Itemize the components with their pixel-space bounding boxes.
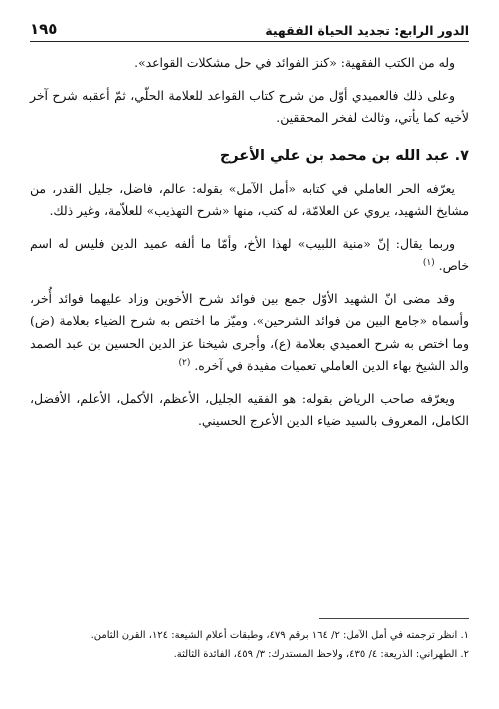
paragraph-5-text: وقد مضى انّ الشهيد الأوّل جمع بين فوائد شرح الأخوين وزاد عليهما فوائد أُخر، وأسماه «جامع البين من فوائد الشرحين». وميّز ما اختص به شرح الضياء بعلامة (ض) وما اختص به شرح العميدي بعلامة (ع)، وأجرى شيخنا عز الدين الحسين بن عبد الصمد والد الشيخ بهاء الدين العاملي تعميات مفيدة في آخره.: [30, 290, 469, 373]
footnote-divider: [319, 618, 469, 619]
page-header: [30, 12, 469, 42]
paragraph-3: يعرّفه الحر العاملي في كتابه «أمل الآمل» بقوله: عالم، فاضل، جليل القدر، من مشايخ الشهيد، يروي عن العلامّة، له كتب، منها «شرح التهذيب» للعلاّمة، وغير ذلك.: [30, 180, 469, 218]
page-number: ١٩٥: [30, 20, 58, 38]
footnotes: [30, 626, 469, 664]
section-heading: ٧. عبد الله بن محمد بن علي الأعرج: [219, 147, 469, 164]
footnote-1: ١. انظر ترجمته في أمل الآمل: ٢/ ١٦٤ برقم ٤٧٩، وطبقات أعلام الشيعة: ١٢٤، القرن الثامن.: [90, 630, 469, 641]
paragraph-2: وعلى ذلك فالعميدي أوّل من شرح كتاب القواعد للعلامة الحلّي، ثمّ أعقبه شرح آخر لأخيه كما يأتي، وثالث لفخر المحققين.: [30, 87, 469, 125]
footnote-2: ٢. الطهراني: الذريعة: ٤/ ٤٣٥، ولاحظ المستدرك: ٣/ ٤٥٩، الفائدة الثالثة.: [173, 649, 469, 660]
main-text: [30, 52, 469, 443]
paragraph-4: [30, 233, 469, 278]
paragraph-1: وله من الكتب الفقهية: «كنز الفوائد في حل مشكلات القواعد».: [134, 55, 455, 70]
paragraph-6: ويعرّفه صاحب الرياض بقوله: هو الفقيه الجليل، الأعظم، الأكمل، الأعلم، الأفضل، الكامل، المعروف بالسيد ضياء الدين الأعرج الحسيني.: [30, 390, 469, 428]
footnote-ref-2[interactable]: (٢): [178, 357, 191, 368]
footnote-ref-1[interactable]: (١): [422, 257, 435, 268]
paragraph-5: [30, 288, 469, 378]
paragraph-4-text: وربما يقال: إنّ «منية اللبيب» لهذا الأخ، وأمّا ما ألفه عميد الدين فليس له اسم خاص.: [30, 235, 469, 273]
running-title: الدور الرابع: تجديد الحياة الفقهية: [265, 23, 469, 38]
